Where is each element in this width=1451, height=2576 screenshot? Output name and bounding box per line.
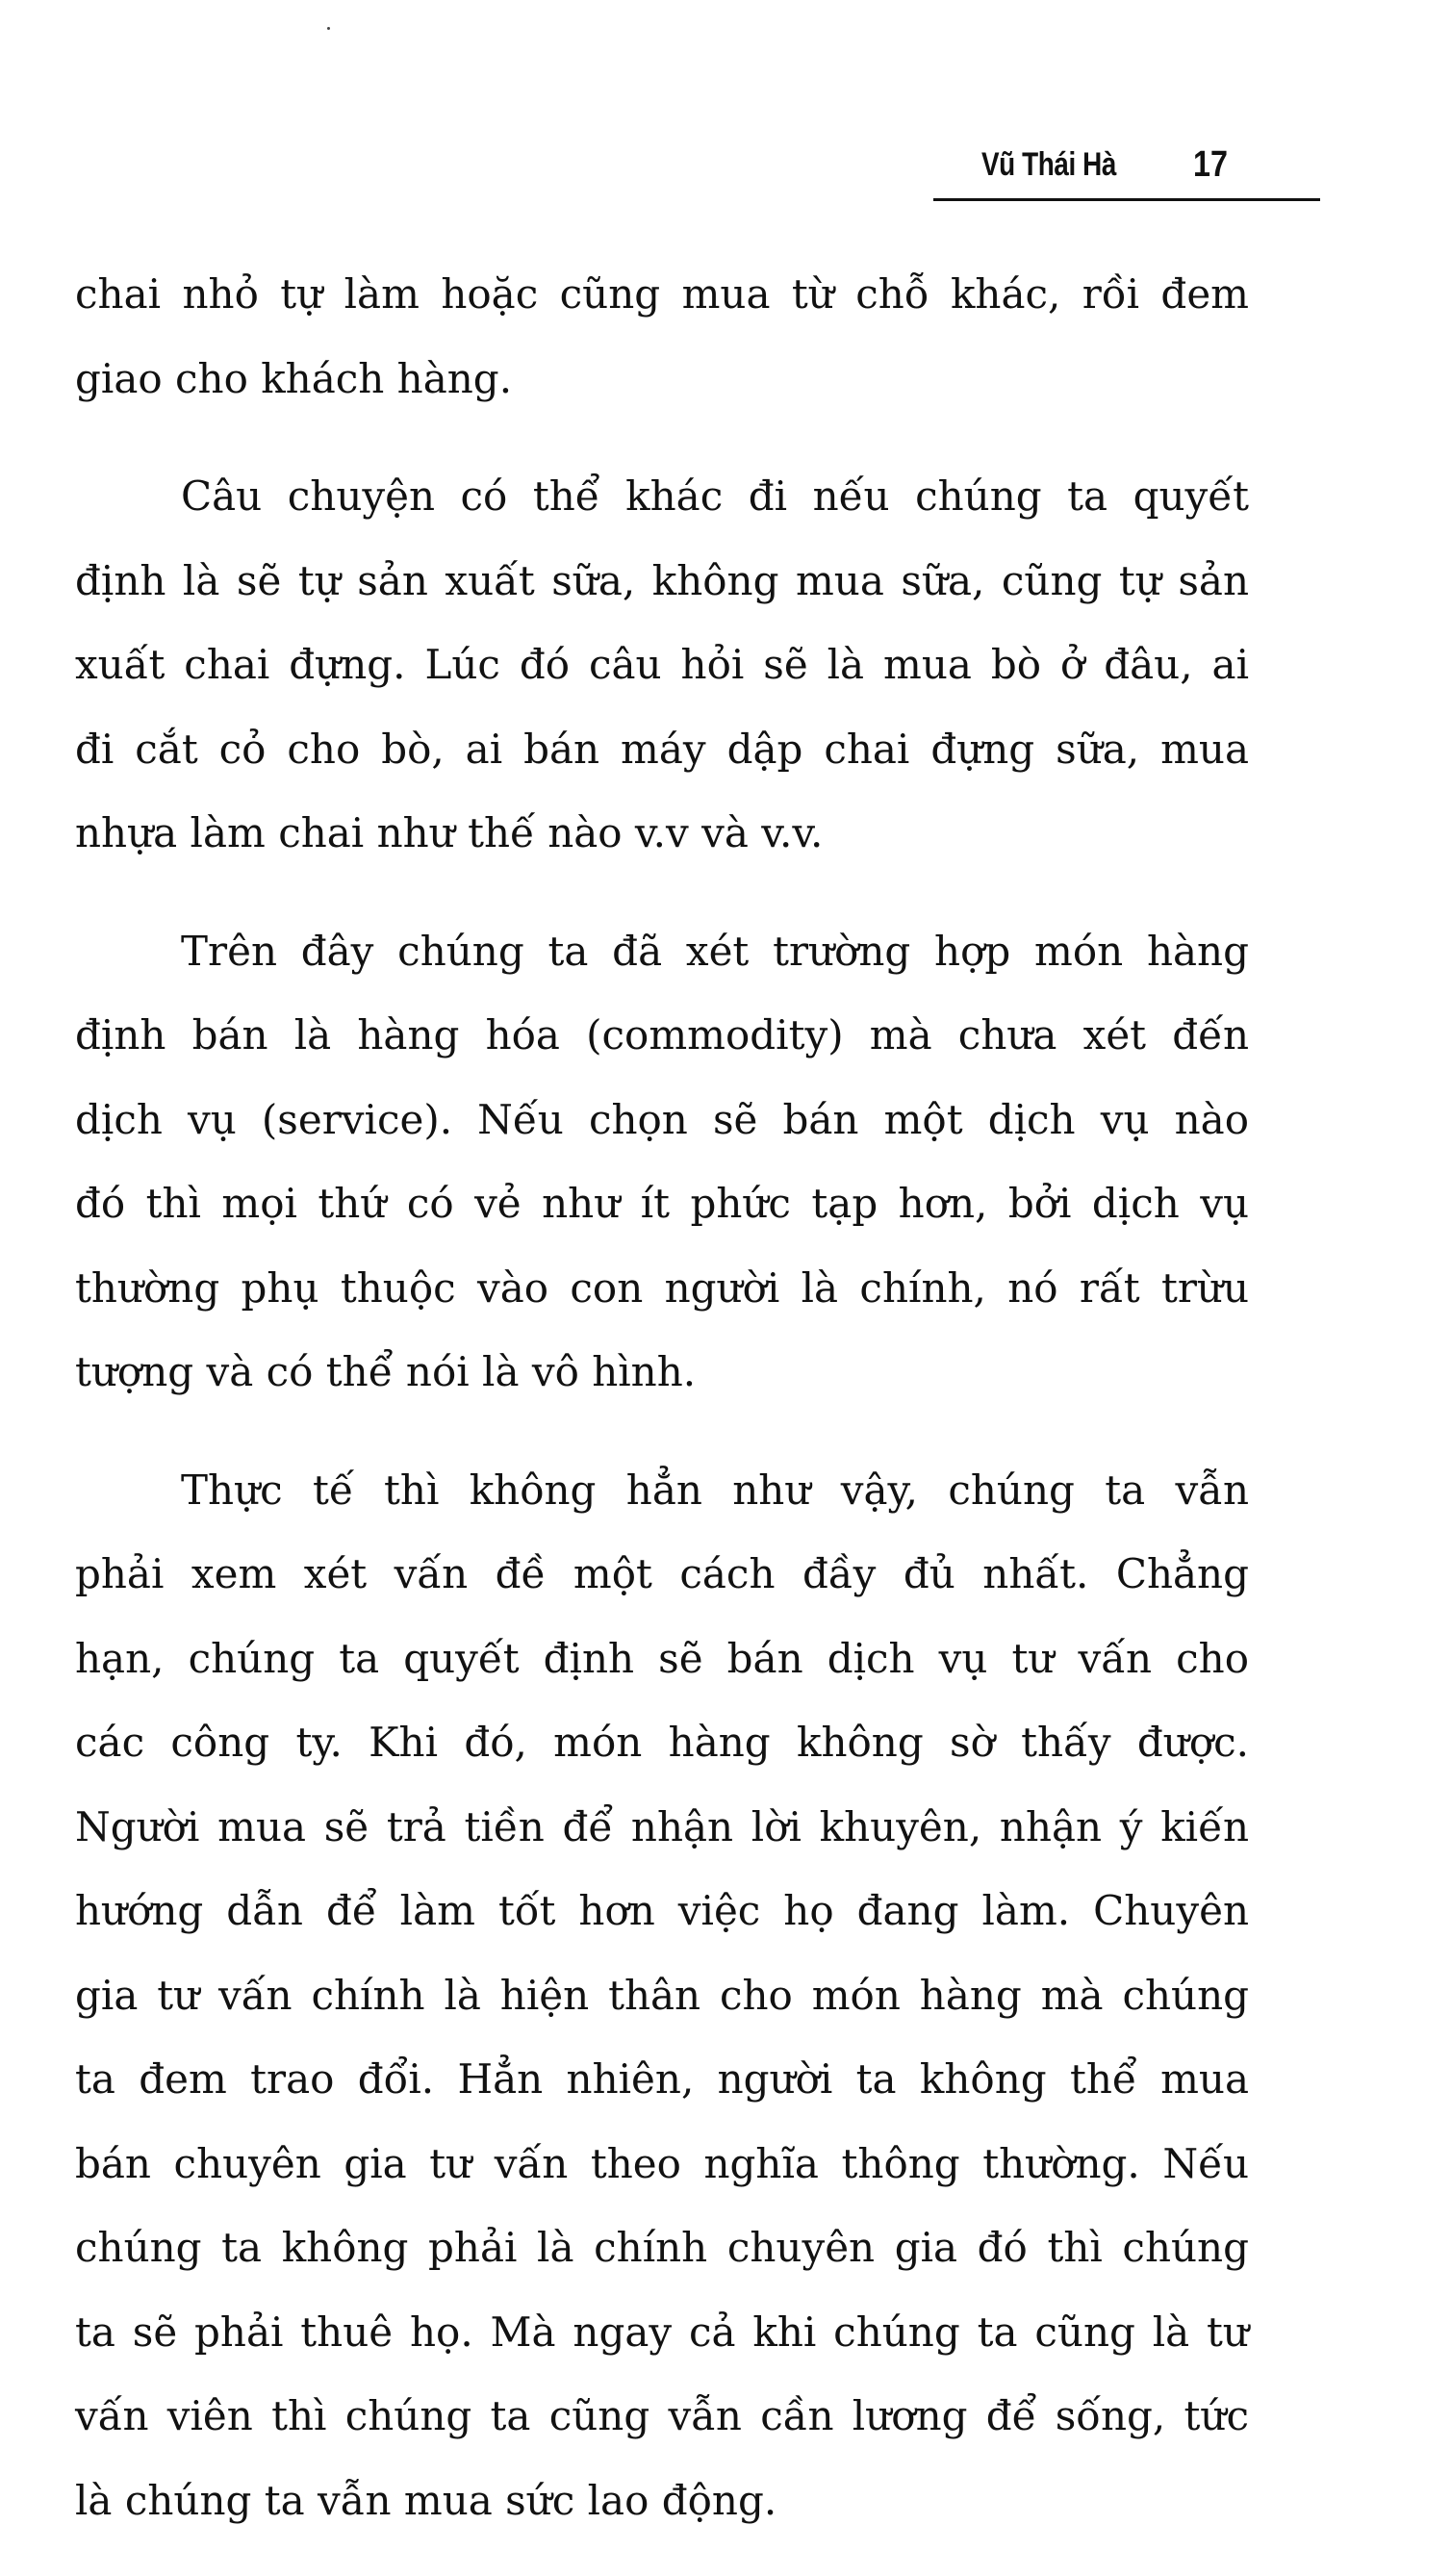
text-line: dịch vụ (service). Nếu chọn sẽ bán một dịch vụ nào [75,1095,1249,1143]
page-number: 17 [1193,144,1228,185]
text-line: vấn viên thì chúng ta cũng vẫn cần lương để sống, tức [75,2392,1249,2439]
text-line: tượng và có thể nói là vô hình. [75,1348,697,1395]
body-text [75,252,1249,2576]
text-line: định bán là hàng hóa (commodity) mà chưa xét đến [75,1011,1249,1058]
text-line: phải xem xét vấn đề một cách đầy đủ nhất. Chẳng [75,1550,1249,1597]
paragraph-4 [75,1448,1249,2543]
text-line: các công ty. Khi đó, món hàng không sờ thấy được. [75,1719,1249,1766]
running-header [933,135,1318,202]
paragraph-3 [75,909,1249,1415]
text-line: hướng dẫn để làm tốt hơn việc họ đang làm. Chuyên [75,1887,1249,1934]
text-line: ta đem trao đổi. Hẳn nhiên, người ta không thể mua [75,2055,1249,2103]
text-line: bán chuyên gia tư vấn theo nghĩa thông thường. Nếu [75,2139,1249,2187]
text-line: đó thì mọi thứ có vẻ như ít phức tạp hơn, bởi dịch vụ [75,1180,1249,1227]
text-line: chai nhỏ tự làm hoặc cũng mua từ chỗ khác, rồi đem [75,270,1249,318]
text-line: xuất chai đựng. Lúc đó câu hỏi sẽ là mua bò ở đâu, ai [75,641,1249,688]
text-line: Thực tế thì không hẳn như vậy, chúng ta vẫn [181,1466,1249,1514]
text-line: thường phụ thuộc vào con người là chính, nó rất trừu [75,1263,1249,1312]
text-line: nhựa làm chai như thế nào v.v và v.v. [75,809,824,856]
text-line: gia tư vấn chính là hiện thân cho món hàng mà chúng [75,1971,1249,2019]
text-line: hạn, chúng ta quyết định sẽ bán dịch vụ tư vấn cho [75,1634,1249,1682]
text-line: là chúng ta vẫn mua sức lao động. [75,2476,777,2524]
header-rule [933,198,1320,201]
text-line: Trên đây chúng ta đã xét trường hợp món hàng [181,927,1249,975]
text-line: Người mua sẽ trả tiền để nhận lời khuyên, nhận ý kiến [75,1802,1249,1850]
text-line: ta sẽ phải thuê họ. Mà ngay cả khi chúng ta cũng là tư [75,2308,1249,2356]
text-line: đi cắt cỏ cho bò, ai bán máy dập chai đựng sữa, mua [75,725,1249,773]
print-speck [327,27,330,30]
text-line: chúng ta không phải là chính chuyên gia đó thì chúng [75,2224,1249,2271]
paragraph-1 [75,252,1249,421]
text-line: định là sẽ tự sản xuất sữa, không mua sữa, cũng tự sản [75,556,1249,604]
paragraph-2 [75,454,1249,876]
header-author: Vũ Thái Hà [981,146,1116,183]
text-line: Câu chuyện có thể khác đi nếu chúng ta quyết [181,472,1249,520]
text-line: giao cho khách hàng. [75,354,513,402]
